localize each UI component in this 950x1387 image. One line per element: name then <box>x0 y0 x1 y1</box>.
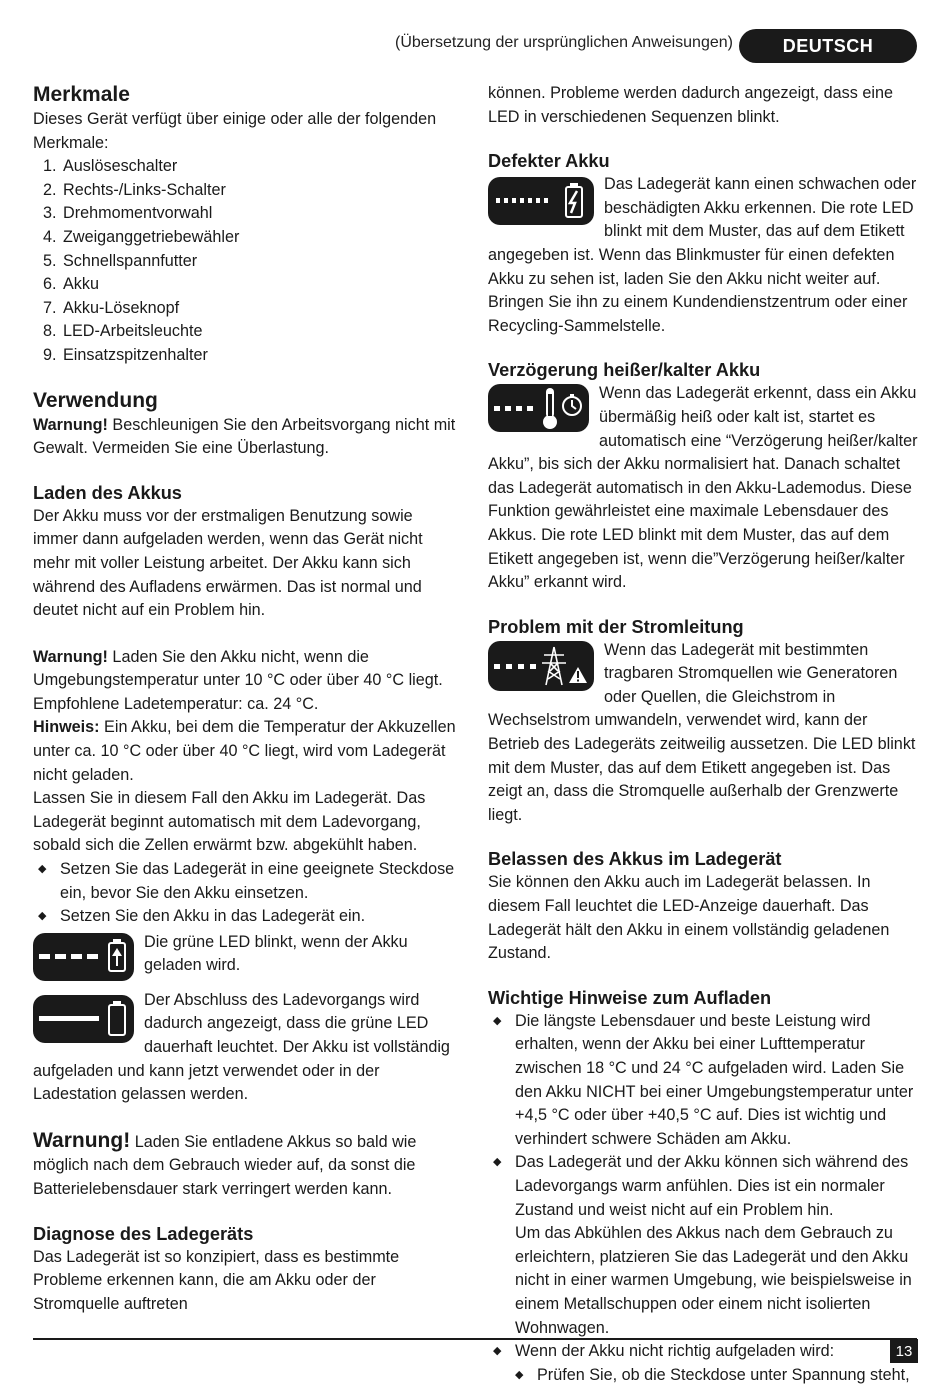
list-item: ◆ Setzen Sie den Akku in das Ladegerät ein. <box>33 905 458 929</box>
leave-battery-title: Belassen des Akkus im Ladegerät <box>488 849 782 870</box>
diagnosis-title: Diagnose des Ladegeräts <box>33 1223 254 1244</box>
defective-battery-icon <box>488 177 594 225</box>
language-badge: DEUTSCH <box>739 29 917 63</box>
diagnosis-text-continued: können. Probleme werden dadurch angezeigt, dass eine LED in verschiedenen Sequenzen blinkt. <box>488 84 893 126</box>
list-item: 3. Drehmomentvorwahl <box>43 204 213 223</box>
temperature-warning: Warnung! Laden Sie den Akku nicht, wenn die Umgebungstemperatur unter 10 °C oder über 40 °C liegt. Empfohlene Ladetemperatur: ca. 24 °C. <box>33 647 443 713</box>
power-line-title: Problem mit der Stromleitung <box>488 616 744 637</box>
features-list <box>33 155 458 367</box>
list-item: 7. Akku-Löseknopf <box>43 298 180 317</box>
list-item: ◆ Das Ladegerät und der Akku können sich während des Ladevorgangs warm anfühlen. Dies ist ein normaler Zustand und weist nicht auf ein Problem hin. Um das Abkühlen des Akkus nach dem Gebrauch zu erleichtern, platzieren Sie das Ladegerät und den Akku nicht in einer warmen Umgebung, wie beispielsweise in einem Metallschuppen oder einem nicht isolierten Wohnwagen. <box>488 1151 918 1340</box>
list-item: 4. Zweiganggetriebewähler <box>43 227 240 246</box>
list-item: ◆ Die längste Lebensdauer und beste Leistung wird erhalten, wenn der Akku bei einer Lufttemperatur zwischen 18 °C und 24 °C aufgeladen wird. Laden Sie den Akku NICHT bei einer Umgebungstemperatur unter +4,5 °C oder über +40,5 °C auf. Dies ist wichtig und verhindert schwere Schäden am Akku. <box>488 1010 918 1152</box>
list-item: 6. Akku <box>43 275 99 294</box>
translation-note: (Übersetzung der ursprünglichen Anweisungen) <box>395 34 733 51</box>
features-title: Merkmale <box>33 83 130 106</box>
power-line-text: Wenn das Ladegerät mit bestimmten tragbaren Stromquellen wie Generatoren oder Quellen, die Gleichstrom in Wechselstrom umwandeln, verwendet wird, kann der Betrieb des Ladegeräts zeitweilig aussetzen. Die LED blinkt mit dem Muster, das auf dem Etikett angegeben ist. Das zeigt an, dass die Stromquelle außerhalb der Grenzwerte liegt. <box>488 640 916 824</box>
features-intro: Dieses Gerät verfügt über einige oder alle der folgenden Merkmale: <box>33 110 437 152</box>
list-item: ◆ Prüfen Sie, ob die Steckdose unter Spannung steht, <box>488 1364 918 1387</box>
fully-charged-icon <box>33 995 134 1043</box>
charging-led-icon <box>33 933 134 981</box>
diagnosis-text: Das Ladegerät ist so konzipiert, dass es bestimmte Probleme erkennen kann, die am Akku oder der Stromquelle auftreten <box>33 1247 400 1313</box>
charging-title: Laden des Akkus <box>33 482 182 503</box>
charging-text: Der Akku muss vor der erstmaligen Benutzung sowie immer dann aufgeladen werden, wenn das Gerät nicht mehr mit voller Leistung arbeitet. Der Akku kann sich während des Aufladens erwärmen. Das ist normal und deutet nicht auf ein Problem hin. <box>33 506 423 620</box>
diamond-bullet-icon: ◆ <box>493 1156 502 1169</box>
defective-battery-title: Defekter Akku <box>488 151 610 172</box>
charging-tips-title: Wichtige Hinweise zum Aufladen <box>488 987 772 1008</box>
diamond-bullet-icon: ◆ <box>38 863 47 876</box>
diamond-bullet-icon: ◆ <box>493 1345 502 1358</box>
list-item: 9. Einsatzspitzenhalter <box>43 345 208 364</box>
hot-cold-delay-icon <box>488 384 589 432</box>
hot-cold-delay-text: Wenn das Ladegerät erkennt, dass ein Akku übermäßig heiß oder kalt ist, startet es automatisch eine “Verzögerung heißer/kalter Akku”, bis sich der Akku normalisiert hat. Danach schaltet das Ladegerät automatisch in den Akku-Lademodus. Diese Funktion gewährleistet eine maximale Lebensdauer des Akkus. Die rote LED blinkt mit dem Muster, das auf dem Etikett angegeben ist, wenn die”Verzögerung heißer/kalter Akku” erkannt wird. <box>488 384 918 592</box>
list-item: ◆ Wenn der Akku nicht richtig aufgeladen wird: <box>488 1340 918 1364</box>
charge-complete-text: Der Abschluss des Ladevorgangs wird dadurch angezeigt, dass die grüne LED dauerhaft leuchtet. Der Akku ist vollständig aufgeladen und kann jetzt verwendet oder in der Ladestation gelassen werden. <box>33 990 450 1104</box>
left-column <box>33 82 458 1316</box>
temperature-note: Hinweis: Ein Akku, bei dem die Temperatur der Akkuzellen unter ca. 10 °C oder über 40 °C liegt, wird vom Ladegerät nicht geladen. <box>33 718 456 784</box>
usage-title: Verwendung <box>33 388 158 412</box>
leave-in-charger-text: Lassen Sie in diesem Fall den Akku im Ladegerät. Das Ladegerät beginnt automatisch mit dem Ladevorgang, sobald sich die Zellen erwärmt bzw. abgekühlt haben. <box>33 789 426 855</box>
charging-tips-list <box>488 1010 918 1364</box>
page-number: 13 <box>890 1339 918 1363</box>
power-line-problem-icon <box>488 641 594 691</box>
empty-battery-warning: Warnung! Laden Sie entladene Akkus so bald wie möglich nach dem Gebrauch wieder auf, da sonst die Batterielebensdauer stark verringert werden kann. <box>33 1128 417 1198</box>
defective-battery-text: Das Ladegerät kann einen schwachen oder beschädigten Akku erkennen. Die rote LED blinkt mit dem Muster, das auf dem Etikett angegeben ist. Wenn das Blinkmuster für einen defekten Akku zu sehen ist, laden Sie den Akku nicht weiter auf. Bringen Sie ihn zu einem Kundendienstzentrum oder einer Recycling-Sammelstelle. <box>488 175 917 335</box>
list-item: 8. LED-Arbeitsleuchte <box>43 322 203 341</box>
diamond-bullet-icon: ◆ <box>38 910 47 923</box>
diamond-bullet-icon: ◆ <box>493 1014 502 1027</box>
list-item: ◆ Setzen Sie das Ladegerät in eine geeignete Steckdose ein, bevor Sie den Akku einsetzen. <box>33 858 458 905</box>
hot-cold-delay-title: Verzögerung heißer/kalter Akku <box>488 360 761 381</box>
leave-battery-text: Sie können den Akku auch im Ladegerät belassen. In diesem Fall leuchtet die LED-Anzeige dauerhaft. Das Ladegerät hält den Akku in einem vollständig geladenen Zustand. <box>488 873 890 963</box>
diamond-bullet-icon: ◆ <box>515 1368 524 1381</box>
charging-tips-sublist <box>488 1364 918 1387</box>
footer-rule <box>33 1338 917 1340</box>
green-led-blinking-text: Die grüne LED blinkt, wenn der Akku geladen wird. <box>144 932 408 975</box>
usage-warning: Warnung! Beschleunigen Sie den Arbeitsvorgang nicht mit Gewalt. Vermeiden Sie eine Überlastung. <box>33 415 456 458</box>
list-item: 2. Rechts-/Links-Schalter <box>43 180 226 199</box>
list-item: 5. Schnellspannfutter <box>43 251 198 270</box>
list-item: 1. Auslöseschalter <box>43 157 178 176</box>
right-column <box>488 82 918 1387</box>
charging-steps <box>33 858 458 929</box>
